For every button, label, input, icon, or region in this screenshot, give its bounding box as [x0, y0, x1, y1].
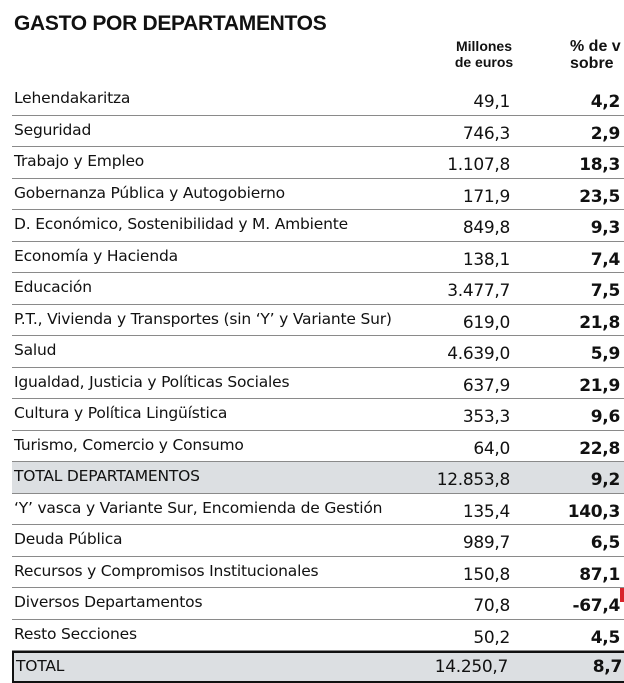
row-value-percent: 7,5 — [590, 281, 620, 301]
row-value-millones: 849,8 — [462, 218, 510, 238]
table-row — [12, 431, 624, 463]
row-value-millones: 50,2 — [473, 627, 510, 648]
row-label: Salud — [14, 341, 57, 359]
row-value-percent: 6,5 — [590, 533, 620, 553]
row-label: ‘Y’ vasca y Variante Sur, Encomienda de Gestión — [14, 498, 383, 517]
row-value-millones: 14.250,7 — [434, 657, 508, 677]
total-row — [12, 651, 624, 683]
row-label: TOTAL — [16, 657, 65, 675]
table-row — [12, 273, 624, 305]
row-label: Turismo, Comercio y Consumo — [14, 435, 244, 454]
row-label: Trabajo y Empleo — [14, 152, 145, 170]
row-value-millones: 12.853,8 — [436, 470, 510, 490]
table-row — [12, 305, 624, 337]
row-value-millones: 619,0 — [462, 312, 510, 333]
table-row — [12, 147, 624, 179]
row-value-percent: 4,5 — [590, 627, 620, 648]
row-value-millones: 138,1 — [462, 249, 510, 270]
table-row — [12, 525, 624, 557]
row-value-percent: 9,2 — [590, 470, 620, 490]
row-value-percent: 23,5 — [579, 186, 620, 207]
table-row — [12, 179, 624, 211]
row-value-millones: 4.639,0 — [447, 344, 510, 364]
table-row — [12, 116, 624, 148]
row-value-millones: 49,1 — [473, 92, 510, 112]
row-value-percent: 4,2 — [590, 92, 620, 112]
negative-change-marker — [620, 588, 624, 602]
row-label: Deuda Pública — [14, 530, 123, 548]
row-value-millones: 746,3 — [462, 123, 510, 144]
row-value-percent: 8,7 — [592, 657, 622, 677]
row-value-millones: 1.107,8 — [447, 155, 510, 175]
row-value-percent: 140,3 — [567, 501, 620, 522]
row-value-millones: 353,3 — [462, 407, 510, 427]
column-header-percent: % de v sobre — [570, 38, 621, 72]
row-value-percent: 5,9 — [590, 344, 620, 364]
row-label: Lehendakaritza — [14, 89, 131, 107]
table-row — [12, 399, 624, 431]
row-value-millones: 70,8 — [473, 596, 510, 616]
row-value-percent: 87,1 — [579, 564, 620, 585]
row-label: Educación — [14, 278, 92, 296]
row-value-percent: 21,8 — [579, 312, 620, 333]
table-row — [12, 557, 624, 589]
row-label: Diversos Departamentos — [14, 593, 203, 611]
row-value-millones: 150,8 — [462, 564, 510, 585]
row-label: P.T., Vivienda y Transportes (sin ‘Y’ y Variante Sur) — [14, 309, 392, 328]
table-row — [12, 242, 624, 274]
row-value-millones: 64,0 — [473, 438, 510, 459]
table-row — [12, 494, 624, 526]
spending-table — [12, 84, 624, 683]
table-title: GASTO POR DEPARTAMENTOS — [14, 12, 327, 35]
row-label: Seguridad — [14, 120, 92, 139]
row-value-percent: 22,8 — [579, 438, 620, 459]
table-row — [12, 368, 624, 400]
total-departamentos-row — [12, 462, 624, 494]
row-value-percent: 7,4 — [590, 249, 620, 270]
table-row — [12, 336, 624, 368]
table-row — [12, 210, 624, 242]
column-header-millones: Millones de euros — [454, 38, 514, 70]
row-value-millones: 989,7 — [462, 533, 510, 553]
row-label: Recursos y Compromisos Institucionales — [14, 561, 319, 580]
row-value-percent: 9,3 — [590, 218, 620, 238]
table-row — [12, 588, 624, 620]
row-value-percent: 21,9 — [579, 375, 620, 396]
row-label: Igualdad, Justicia y Políticas Sociales — [14, 372, 290, 391]
row-label: Resto Secciones — [14, 624, 137, 643]
row-value-millones: 171,9 — [462, 186, 510, 207]
row-value-millones: 3.477,7 — [447, 281, 510, 301]
row-value-millones: 637,9 — [462, 375, 510, 396]
row-value-percent: 9,6 — [590, 407, 620, 427]
table-row — [12, 84, 624, 116]
row-value-percent: 2,9 — [590, 123, 620, 144]
row-value-percent: -67,4 — [572, 596, 620, 616]
row-label: Economía y Hacienda — [14, 246, 178, 265]
row-value-millones: 135,4 — [462, 501, 510, 522]
row-label: TOTAL DEPARTAMENTOS — [14, 467, 200, 485]
table-row — [12, 620, 624, 652]
row-label: Gobernanza Pública y Autogobierno — [14, 183, 285, 202]
row-value-percent: 18,3 — [579, 155, 620, 175]
row-label: D. Económico, Sostenibilidad y M. Ambiente — [14, 215, 348, 233]
row-label: Cultura y Política Lingüística — [14, 404, 228, 422]
